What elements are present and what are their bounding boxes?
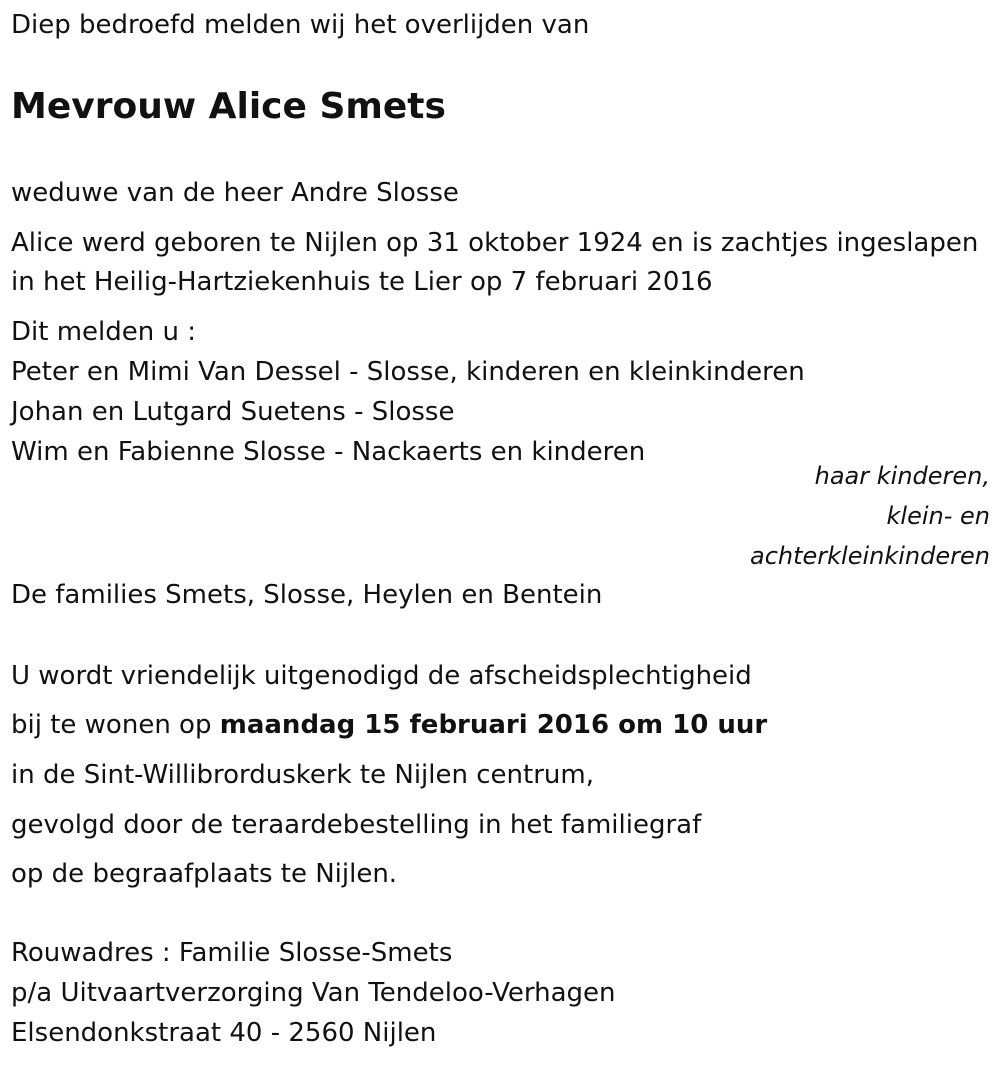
invite-line-1: U wordt vriendelijk uitgenodigd de afscheidsplechtigheid [11,661,752,691]
invite-line-4: gevolgd door de teraardebestelling in het familiegraf [11,810,702,840]
descendants-line-1: haar kinderen, [814,462,990,490]
birth-line-1: Alice werd geboren te Nijlen op 31 oktober 1924 en is zachtjes ingeslapen [11,228,979,258]
deceased-name: Mevrouw Alice Smets [11,86,446,127]
invite-line-2-prefix: bij te wonen op [11,710,220,740]
announcers-label: Dit melden u : [11,317,196,347]
invite-line-3: in de Sint-Willibrorduskerk te Nijlen centrum, [11,760,594,790]
widow-text: weduwe van de heer Andre Slosse [11,178,459,208]
family-line-3: Wim en Fabienne Slosse - Nackaerts en kinderen [11,437,646,467]
descendants-line-2: klein- en [886,502,990,530]
invite-line-5: op de begraafplaats te Nijlen. [11,859,398,889]
address-line-1: Rouwadres : Familie Slosse-Smets [11,938,453,968]
ceremony-date: maandag 15 februari 2016 om 10 uur [219,710,768,740]
family-line-1: Peter en Mimi Van Dessel - Slosse, kinderen en kleinkinderen [11,357,805,387]
invite-line-2 [11,705,767,745]
address-line-3: Elsendonkstraat 40 - 2560 Nijlen [11,1018,437,1048]
address-line-2: p/a Uitvaartverzorging Van Tendeloo-Verhagen [11,978,616,1008]
intro-text: Diep bedroefd melden wij het overlijden van [11,10,590,40]
birth-line-2: in het Heilig-Hartziekenhuis te Lier op 7 februari 2016 [11,267,713,297]
family-line-2: Johan en Lutgard Suetens - Slosse [11,397,455,427]
descendants-line-3: achterkleinkinderen [750,542,990,570]
families-text: De families Smets, Slosse, Heylen en Bentein [11,580,603,610]
